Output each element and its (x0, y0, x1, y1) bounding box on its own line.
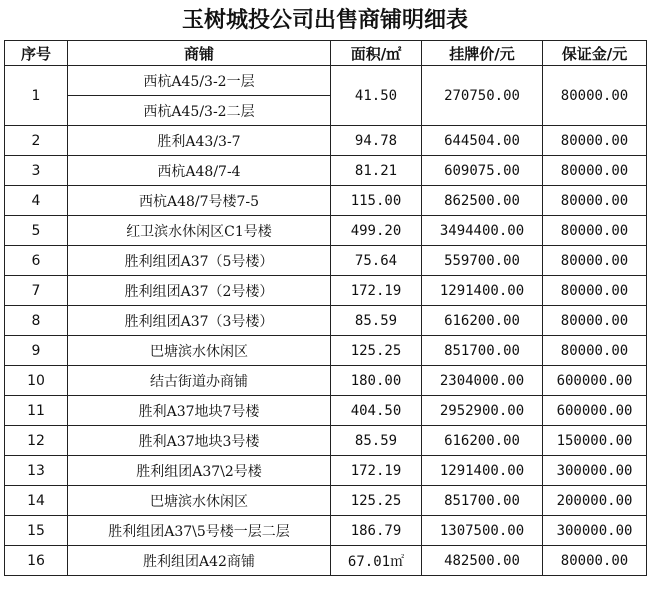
cell-index: 9 (5, 336, 68, 366)
shop-sale-table (4, 40, 647, 576)
table-row (5, 396, 647, 426)
table-row (5, 546, 647, 576)
header-index: 序号 (5, 41, 68, 66)
cell-deposit: 150000.00 (543, 426, 647, 456)
cell-index: 4 (5, 186, 68, 216)
header-deposit: 保证金/元 (543, 41, 647, 66)
cell-area: 75.64 (331, 246, 422, 276)
cell-shop: 胜利A37地块7号楼 (68, 396, 331, 426)
cell-deposit: 80000.00 (543, 66, 647, 126)
cell-index: 15 (5, 516, 68, 546)
table-row (5, 126, 647, 156)
header-shop: 商铺 (68, 41, 331, 66)
cell-area: 499.20 (331, 216, 422, 246)
cell-price: 609075.00 (422, 156, 543, 186)
cell-deposit: 300000.00 (543, 516, 647, 546)
cell-price: 3494400.00 (422, 216, 543, 246)
table-body (5, 66, 647, 576)
table-row (5, 516, 647, 546)
cell-price: 482500.00 (422, 546, 543, 576)
header-row (5, 41, 647, 66)
cell-area: 85.59 (331, 306, 422, 336)
cell-price: 1291400.00 (422, 276, 543, 306)
cell-shop: 巴塘滨水休闲区 (68, 336, 331, 366)
table-row (5, 66, 647, 96)
cell-area: 81.21 (331, 156, 422, 186)
cell-area: 94.78 (331, 126, 422, 156)
cell-shop: 胜利组团A37（3号楼） (68, 306, 331, 336)
cell-price: 1307500.00 (422, 516, 543, 546)
cell-price: 644504.00 (422, 126, 543, 156)
table-title: 玉树城投公司出售商铺明细表 (181, 7, 468, 33)
cell-area: 172.19 (331, 456, 422, 486)
cell-shop: 胜利A37地块3号楼 (68, 426, 331, 456)
cell-index: 13 (5, 456, 68, 486)
cell-shop: 结古街道办商铺 (68, 366, 331, 396)
cell-deposit: 80000.00 (543, 186, 647, 216)
cell-index: 8 (5, 306, 68, 336)
header-area: 面积/㎡ (331, 41, 422, 66)
cell-shop: 胜利组团A37\2号楼 (68, 456, 331, 486)
cell-price: 2304000.00 (422, 366, 543, 396)
table-row (5, 156, 647, 186)
cell-shop: 巴塘滨水休闲区 (68, 486, 331, 516)
table-row (5, 486, 647, 516)
cell-index: 1 (5, 66, 68, 126)
cell-price: 862500.00 (422, 186, 543, 216)
cell-shop: 西杭A45/3-2二层 (68, 96, 331, 126)
cell-price: 270750.00 (422, 66, 543, 126)
table-row (5, 306, 647, 336)
cell-index: 16 (5, 546, 68, 576)
cell-shop: 西杭A48/7-4 (68, 156, 331, 186)
cell-price: 851700.00 (422, 336, 543, 366)
cell-index: 12 (5, 426, 68, 456)
table-row (5, 456, 647, 486)
cell-shop: 西杭A45/3-2一层 (68, 66, 331, 96)
cell-shop: 胜利A43/3-7 (68, 126, 331, 156)
cell-deposit: 80000.00 (543, 546, 647, 576)
cell-shop: 西杭A48/7号楼7-5 (68, 186, 331, 216)
cell-deposit: 600000.00 (543, 366, 647, 396)
table-row (5, 246, 647, 276)
cell-deposit: 80000.00 (543, 246, 647, 276)
cell-area: 115.00 (331, 186, 422, 216)
header-price: 挂牌价/元 (422, 41, 543, 66)
cell-deposit: 80000.00 (543, 126, 647, 156)
cell-price: 616200.00 (422, 306, 543, 336)
cell-deposit: 200000.00 (543, 486, 647, 516)
cell-deposit: 300000.00 (543, 456, 647, 486)
cell-deposit: 80000.00 (543, 336, 647, 366)
cell-area: 186.79 (331, 516, 422, 546)
cell-index: 11 (5, 396, 68, 426)
cell-price: 2952900.00 (422, 396, 543, 426)
cell-area: 125.25 (331, 336, 422, 366)
table-row (5, 216, 647, 246)
cell-index: 6 (5, 246, 68, 276)
cell-shop: 胜利组团A37\5号楼一层二层 (68, 516, 331, 546)
cell-index: 10 (5, 366, 68, 396)
cell-price: 851700.00 (422, 486, 543, 516)
cell-area: 172.19 (331, 276, 422, 306)
table-row (5, 426, 647, 456)
cell-shop: 胜利组团A42商铺 (68, 546, 331, 576)
cell-index: 3 (5, 156, 68, 186)
cell-area: 180.00 (331, 366, 422, 396)
table-row (5, 366, 647, 396)
cell-area: 125.25 (331, 486, 422, 516)
cell-index: 2 (5, 126, 68, 156)
table-row (5, 276, 647, 306)
cell-index: 7 (5, 276, 68, 306)
cell-deposit: 600000.00 (543, 396, 647, 426)
cell-area: 41.50 (331, 66, 422, 126)
cell-area: 85.59 (331, 426, 422, 456)
cell-index: 5 (5, 216, 68, 246)
cell-shop: 红卫滨水休闲区C1号楼 (68, 216, 331, 246)
cell-shop: 胜利组团A37（5号楼） (68, 246, 331, 276)
cell-deposit: 80000.00 (543, 306, 647, 336)
cell-deposit: 80000.00 (543, 216, 647, 246)
cell-index: 14 (5, 486, 68, 516)
cell-area: 404.50 (331, 396, 422, 426)
cell-deposit: 80000.00 (543, 276, 647, 306)
cell-price: 1291400.00 (422, 456, 543, 486)
cell-price: 559700.00 (422, 246, 543, 276)
cell-shop: 胜利组团A37（2号楼） (68, 276, 331, 306)
cell-area: 67.01㎡ (331, 546, 422, 576)
table-row (5, 336, 647, 366)
cell-deposit: 80000.00 (543, 156, 647, 186)
table-row (5, 186, 647, 216)
cell-price: 616200.00 (422, 426, 543, 456)
